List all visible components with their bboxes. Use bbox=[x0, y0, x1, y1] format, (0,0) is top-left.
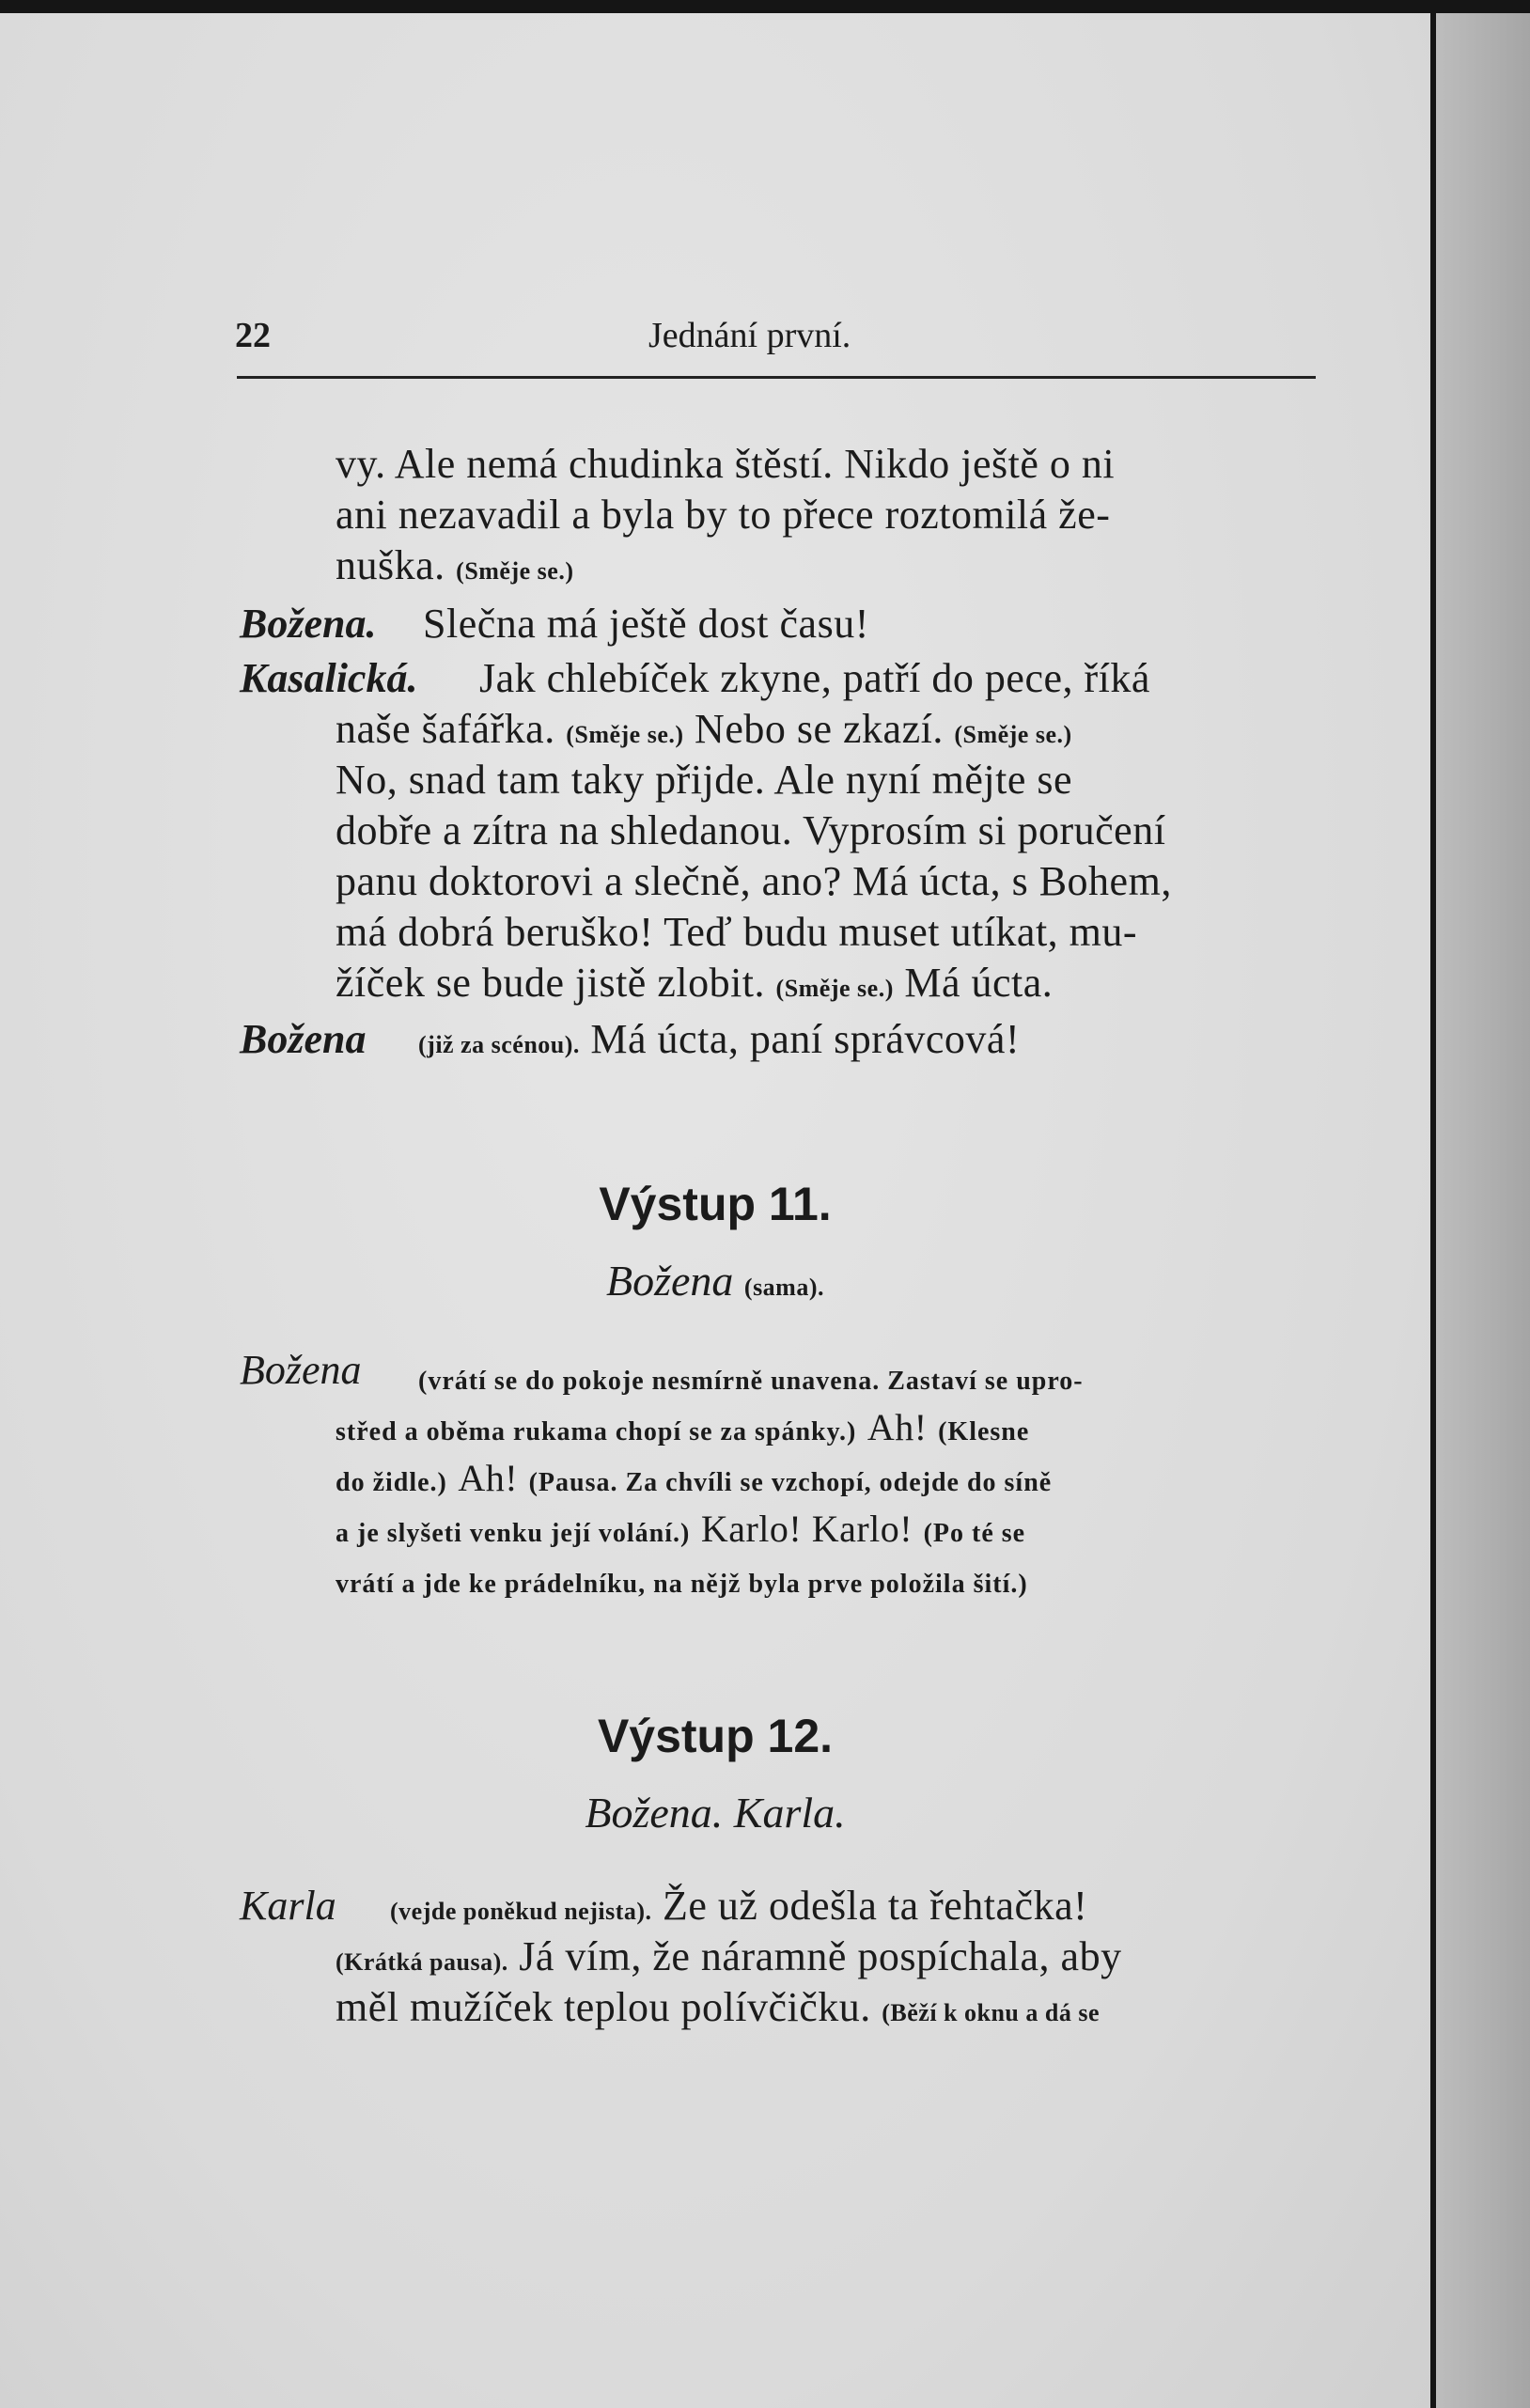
stage-direction-line: a je slyšeti venku její volání.) Karlo! Karlo! (Po té se bbox=[336, 1508, 1026, 1550]
text-line: měl mužíček teplou polívčičku. (Běží k oknu a dá se bbox=[336, 1984, 1100, 2030]
speaker-name: Kasalická. bbox=[240, 655, 418, 701]
page-header bbox=[235, 315, 1316, 371]
text-line: nuška. (Směje se.) bbox=[336, 542, 574, 588]
speaker-name: Božena bbox=[240, 1016, 367, 1062]
text-line: ani nezavadil a byla by to přece roztomilá že- bbox=[336, 492, 1111, 538]
speaker-name: Božena. bbox=[240, 601, 377, 647]
header-rule bbox=[237, 376, 1316, 379]
stage-direction-line: vrátí a jde ke prádelníku, na nějž byla prve položila šití.) bbox=[336, 1570, 1028, 1599]
adjacent-page-edge bbox=[1436, 13, 1530, 2408]
scene-cast: Božena. Karla. bbox=[585, 1789, 846, 1837]
stage-direction-line: (vrátí se do pokoje nesmírně unavena. Zastaví se upro- bbox=[418, 1367, 1084, 1396]
text-line: Slečna má ještě dost času! bbox=[423, 601, 869, 647]
speaker-name: Karla bbox=[240, 1883, 336, 1929]
running-title: Jednání první. bbox=[648, 316, 851, 355]
text-line: Jak chlebíček zkyne, patří do pece, říká bbox=[479, 655, 1150, 701]
text-line: (již za scénou). Má úcta, paní správcová! bbox=[418, 1016, 1021, 1062]
text-line: žíček se bude jistě zlobit. (Směje se.) Má úcta. bbox=[336, 960, 1054, 1006]
stage-direction-line: do židle.) Ah! (Pausa. Za chvíli se vzchopí, odejde do síně bbox=[336, 1457, 1053, 1499]
page-number: 22 bbox=[235, 316, 271, 355]
text-line: dobře a zítra na shledanou. Vyprosím si poručení bbox=[336, 807, 1166, 853]
scene-title: Výstup 12. bbox=[597, 1710, 834, 1762]
text-line: (Krátká pausa). Já vím, že náramně pospíchala, aby bbox=[336, 1933, 1122, 1979]
scene-title: Výstup 11. bbox=[599, 1178, 832, 1230]
text-line: No, snad tam taky přijde. Ale nyní mějte se bbox=[336, 757, 1073, 803]
text-line: vy. Ale nemá chudinka štěstí. Nikdo ještě o ni bbox=[336, 441, 1116, 487]
stage-direction-line: střed a oběma rukama chopí se za spánky.) Ah! (Klesne bbox=[336, 1406, 1030, 1448]
scene-cast: Božena (sama). bbox=[605, 1257, 824, 1305]
text-line: naše šafářka. (Směje se.) Nebo se zkazí. (Směje se.) bbox=[336, 706, 1072, 752]
speaker-name: Božena bbox=[240, 1347, 362, 1393]
text-line: panu doktorovi a slečně, ano? Má úcta, s Bohem, bbox=[336, 858, 1172, 904]
text-line: má dobrá beruško! Teď budu muset utíkat, mu- bbox=[336, 909, 1138, 955]
text-line: (vejde poněkud nejista). Že už odešla ta řehtačka! bbox=[390, 1883, 1088, 1929]
